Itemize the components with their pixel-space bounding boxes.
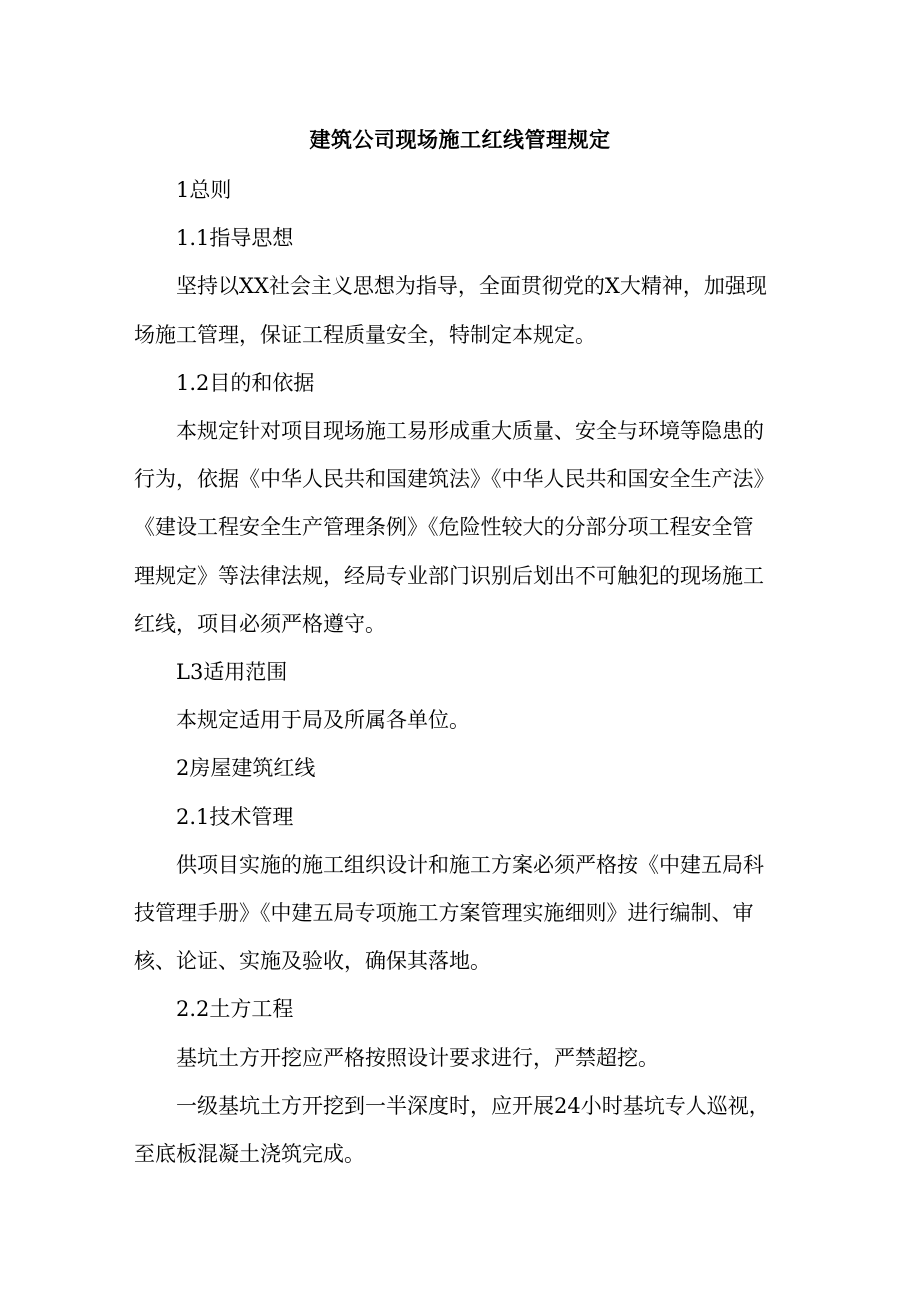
- paragraph-line: 《建设工程安全生产管理条例》《危险性较大的分部分项工程安全管: [134, 515, 754, 540]
- paragraph-line: 坚持以XX社会主义思想为指导，全面贯彻党的X大精神，加强现: [176, 274, 767, 299]
- paragraph-line: 供项目实施的施工组织设计和施工方案必须严格按《中建五局科: [176, 852, 764, 877]
- heading-scope: L3适用范围: [176, 660, 288, 685]
- paragraph-line: 场施工管理，保证工程质量安全，特制定本规定。: [134, 322, 596, 347]
- paragraph-line: 本规定针对项目现场施工易形成重大质量、安全与环境等隐患的: [176, 419, 764, 444]
- document-body: [134, 166, 790, 1178]
- paragraph-line: 行为，依据《中华人民共和国建筑法》《中华人民共和国安全生产法》: [134, 467, 775, 492]
- heading-purpose-basis: 1.2目的和依据: [176, 370, 315, 395]
- heading-technical-management: 2.1技术管理: [176, 804, 294, 829]
- paragraph-line: 基坑土方开挖应严格按照设计要求进行，严禁超挖。: [176, 1045, 659, 1070]
- paragraph-line: 技管理手册》《中建五局专项施工方案管理实施细则》进行编制、审: [134, 901, 754, 926]
- heading-general: 1总则: [176, 178, 232, 202]
- document-title: 建筑公司现场施工红线管理规定: [309, 127, 611, 152]
- paragraph-line: 理规定》等法律法规，经局专业部门识别后划出不可触犯的现场施工: [134, 563, 764, 588]
- heading-building-redline: 2房屋建筑红线: [176, 756, 316, 781]
- paragraph-line: 红线，项目必须严格遵守。: [134, 611, 386, 636]
- paragraph-line: 核、论证、实施及验收，确保其落地。: [134, 949, 491, 974]
- paragraph-line: 一级基坑土方开挖到一半深度时，应开展24小时基坑专人巡视，: [176, 1093, 770, 1118]
- paragraph-line: 本规定适用于局及所属各单位。: [176, 708, 470, 733]
- heading-guiding-ideology: 1.1指导思想: [176, 226, 294, 251]
- heading-earthwork: 2.2土方工程: [176, 997, 294, 1022]
- paragraph-line: 至底板混凝土浇筑完成。: [134, 1142, 365, 1167]
